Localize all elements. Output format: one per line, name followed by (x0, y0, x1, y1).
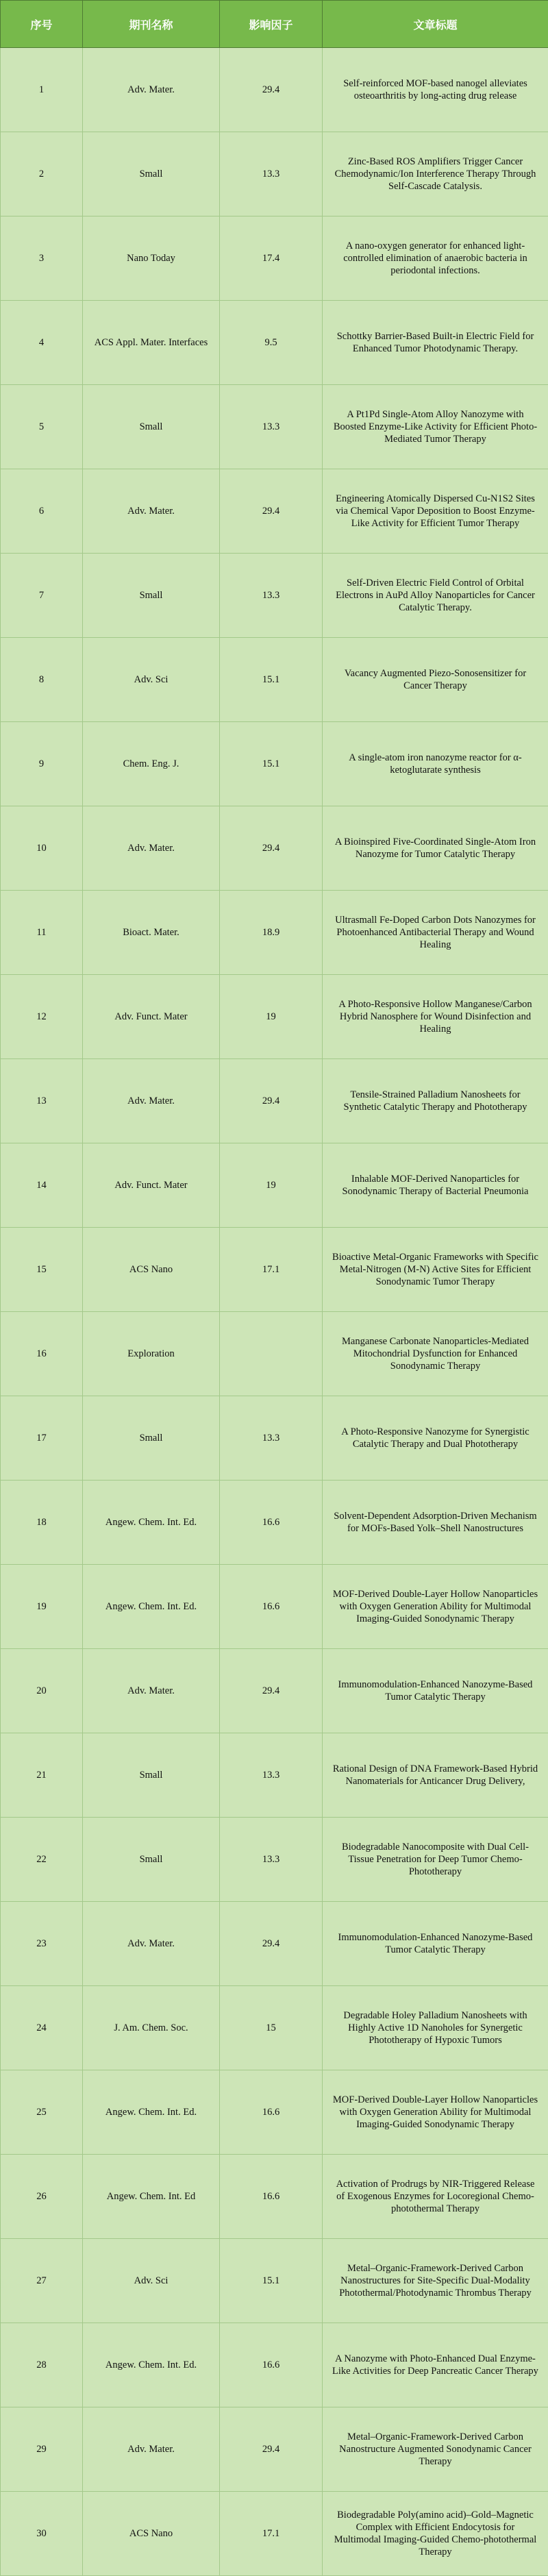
cell-index: 25 (1, 2070, 83, 2155)
cell-journal: Angew. Chem. Int. Ed. (83, 2070, 220, 2155)
table-row (1, 2239, 548, 2323)
cell-journal: Small (83, 554, 220, 638)
cell-impact-factor (220, 1312, 323, 1396)
cell-journal: Adv. Mater. (83, 1902, 220, 1986)
cell-article-title: Solvent-Dependent Adsorption-Driven Mechanism for MOFs-Based Yolk–Shell Nanostructures (323, 1481, 548, 1565)
cell-journal: Angew. Chem. Int. Ed. (83, 1565, 220, 1649)
cell-impact-factor: 29.4 (220, 1059, 323, 1143)
cell-article-title: A Photo-Responsive Hollow Manganese/Carbon Hybrid Nanosphere for Wound Disinfection and Healing (323, 975, 548, 1059)
table-row (1, 48, 548, 132)
cell-article-title: Biodegradable Poly(amino acid)–Gold–Magnetic Complex with Efficient Endocytosis for Multimodal Imaging-Guided Chemo-photothermal Therapy (323, 2492, 548, 2576)
cell-index: 19 (1, 1565, 83, 1649)
cell-index: 18 (1, 1481, 83, 1565)
cell-article-title: Engineering Atomically Dispersed Cu-N1S2 Sites via Chemical Vapor Deposition to Boost Enzyme-Like Activity for Efficient Tumor Therapy (323, 469, 548, 554)
table-row (1, 1312, 548, 1396)
cell-index: 22 (1, 1818, 83, 1902)
cell-journal: Small (83, 1818, 220, 1902)
cell-journal: Small (83, 385, 220, 469)
cell-index: 21 (1, 1733, 83, 1818)
cell-article-title: Bioactive Metal-Organic Frameworks with Specific Metal-Nitrogen (M-N) Active Sites for Efficient Sonodynamic Tumor Therapy (323, 1228, 548, 1312)
cell-impact-factor: 16.6 (220, 1565, 323, 1649)
cell-impact-factor: 13.3 (220, 1396, 323, 1481)
cell-impact-factor: 17.1 (220, 1228, 323, 1312)
cell-impact-factor: 15.1 (220, 722, 323, 806)
cell-journal: Chem. Eng. J. (83, 722, 220, 806)
table-row (1, 806, 548, 891)
cell-index: 10 (1, 806, 83, 891)
cell-impact-factor: 29.4 (220, 48, 323, 132)
cell-article-title: Immunomodulation-Enhanced Nanozyme-Based Tumor Catalytic Therapy (323, 1649, 548, 1733)
cell-impact-factor: 29.4 (220, 806, 323, 891)
cell-impact-factor: 16.6 (220, 2323, 323, 2407)
cell-index: 23 (1, 1902, 83, 1986)
cell-impact-factor: 29.4 (220, 2407, 323, 2492)
cell-article-title: A Photo-Responsive Nanozyme for Synergistic Catalytic Therapy and Dual Phototherapy (323, 1396, 548, 1481)
cell-index: 15 (1, 1228, 83, 1312)
table-row (1, 891, 548, 975)
cell-index: 5 (1, 385, 83, 469)
table-row (1, 1228, 548, 1312)
cell-index: 17 (1, 1396, 83, 1481)
cell-article-title: Self-Driven Electric Field Control of Orbital Electrons in AuPd Alloy Nanoparticles for Cancer Catalytic Therapy. (323, 554, 548, 638)
cell-impact-factor: 29.4 (220, 1902, 323, 1986)
cell-journal: ACS Nano (83, 1228, 220, 1312)
cell-article-title: A nano-oxygen generator for enhanced light-controlled elimination of anaerobic bacteria in periodontal infections. (323, 216, 548, 301)
table-row (1, 975, 548, 1059)
table-header-row (1, 1, 548, 48)
cell-journal: Angew. Chem. Int. Ed. (83, 1481, 220, 1565)
table-row (1, 1059, 548, 1143)
cell-journal: Small (83, 1733, 220, 1818)
table-row (1, 2492, 548, 2576)
cell-index: 1 (1, 48, 83, 132)
cell-article-title: Ultrasmall Fe-Doped Carbon Dots Nanozymes for Photoenhanced Antibacterial Therapy and Wound Healing (323, 891, 548, 975)
cell-article-title: MOF-Derived Double-Layer Hollow Nanoparticles with Oxygen Generation Ability for Multimodal Imaging-Guided Sonodynamic Therapy (323, 1565, 548, 1649)
cell-article-title: Zinc-Based ROS Amplifiers Trigger Cancer Chemodynamic/Ion Interference Therapy Through Self-Cascade Catalysis. (323, 132, 548, 216)
cell-journal: Adv. Mater. (83, 1649, 220, 1733)
cell-journal: Adv. Funct. Mater (83, 975, 220, 1059)
table-row (1, 132, 548, 216)
table-row (1, 722, 548, 806)
cell-journal: Angew. Chem. Int. Ed (83, 2155, 220, 2239)
cell-index: 2 (1, 132, 83, 216)
cell-article-title: Rational Design of DNA Framework-Based Hybrid Nanomaterials for Anticancer Drug Delivery, (323, 1733, 548, 1818)
cell-impact-factor: 13.3 (220, 554, 323, 638)
table-row (1, 1396, 548, 1481)
table-row (1, 638, 548, 722)
table-body (1, 48, 548, 2576)
cell-article-title: Immunomodulation-Enhanced Nanozyme-Based Tumor Catalytic Therapy (323, 1902, 548, 1986)
cell-journal: Angew. Chem. Int. Ed. (83, 2323, 220, 2407)
cell-journal: Small (83, 1396, 220, 1481)
cell-impact-factor: 17.1 (220, 2492, 323, 2576)
cell-index: 11 (1, 891, 83, 975)
cell-index: 6 (1, 469, 83, 554)
cell-article-title: Metal–Organic-Framework-Derived Carbon Nanostructure Augmented Sonodynamic Cancer Therapy (323, 2407, 548, 2492)
cell-impact-factor: 13.3 (220, 1733, 323, 1818)
cell-article-title: Metal–Organic-Framework-Derived Carbon Nanostructures for Site-Specific Dual-Modality Photothermal/Photodynamic Thrombus Therapy (323, 2239, 548, 2323)
cell-journal: Adv. Mater. (83, 1059, 220, 1143)
cell-index: 20 (1, 1649, 83, 1733)
cell-impact-factor: 15 (220, 1986, 323, 2070)
cell-journal: Exploration (83, 1312, 220, 1396)
cell-index: 30 (1, 2492, 83, 2576)
cell-index: 3 (1, 216, 83, 301)
cell-article-title: Degradable Holey Palladium Nanosheets with Highly Active 1D Nanoholes for Synergetic Phototherapy of Hypoxic Tumors (323, 1986, 548, 2070)
cell-index: 4 (1, 301, 83, 385)
table-row (1, 1649, 548, 1733)
cell-journal: Small (83, 132, 220, 216)
cell-impact-factor: 9.5 (220, 301, 323, 385)
table-row (1, 1986, 548, 2070)
cell-index: 27 (1, 2239, 83, 2323)
cell-impact-factor: 18.9 (220, 891, 323, 975)
header-impact-factor: 影响因子 (220, 1, 323, 48)
cell-impact-factor: 19 (220, 975, 323, 1059)
cell-journal: Adv. Funct. Mater (83, 1143, 220, 1228)
header-article-title: 文章标题 (323, 1, 548, 48)
cell-index: 13 (1, 1059, 83, 1143)
cell-article-title: A Bioinspired Five-Coordinated Single-Atom Iron Nanozyme for Tumor Catalytic Therapy (323, 806, 548, 891)
cell-index: 24 (1, 1986, 83, 2070)
cell-index: 8 (1, 638, 83, 722)
table-row (1, 1733, 548, 1818)
cell-journal: ACS Nano (83, 2492, 220, 2576)
cell-impact-factor: 29.4 (220, 1649, 323, 1733)
cell-impact-factor: 13.3 (220, 385, 323, 469)
table-row (1, 1565, 548, 1649)
header-journal: 期刊名称 (83, 1, 220, 48)
cell-impact-factor: 16.6 (220, 2070, 323, 2155)
cell-impact-factor: 13.3 (220, 1818, 323, 1902)
table-row (1, 385, 548, 469)
cell-impact-factor: 16.6 (220, 1481, 323, 1565)
cell-index: 9 (1, 722, 83, 806)
cell-impact-factor: 13.3 (220, 132, 323, 216)
table-row (1, 1902, 548, 1986)
cell-journal: Nano Today (83, 216, 220, 301)
cell-index: 26 (1, 2155, 83, 2239)
cell-article-title: A Nanozyme with Photo-Enhanced Dual Enzyme-Like Activities for Deep Pancreatic Cancer Therapy (323, 2323, 548, 2407)
table-row (1, 301, 548, 385)
table-row (1, 2323, 548, 2407)
cell-journal: Adv. Mater. (83, 469, 220, 554)
cell-article-title: A single-atom iron nanozyme reactor for α-ketoglutarate synthesis (323, 722, 548, 806)
cell-impact-factor: 19 (220, 1143, 323, 1228)
cell-article-title: Self-reinforced MOF-based nanogel alleviates osteoarthritis by long-acting drug release (323, 48, 548, 132)
cell-journal: Adv. Sci (83, 2239, 220, 2323)
table-row (1, 2070, 548, 2155)
cell-index: 28 (1, 2323, 83, 2407)
table-row (1, 2155, 548, 2239)
cell-impact-factor: 16.6 (220, 2155, 323, 2239)
cell-article-title: Biodegradable Nanocomposite with Dual Cell-Tissue Penetration for Deep Tumor Chemo-Phototherapy (323, 1818, 548, 1902)
table-row (1, 216, 548, 301)
cell-index: 14 (1, 1143, 83, 1228)
table-row (1, 2407, 548, 2492)
cell-article-title: A Pt1Pd Single-Atom Alloy Nanozyme with Boosted Enzyme-Like Activity for Efficient Photo-Mediated Tumor Therapy (323, 385, 548, 469)
table-row (1, 554, 548, 638)
cell-journal: Bioact. Mater. (83, 891, 220, 975)
cell-impact-factor: 15.1 (220, 2239, 323, 2323)
table-row (1, 469, 548, 554)
cell-journal: Adv. Mater. (83, 48, 220, 132)
cell-index: 7 (1, 554, 83, 638)
cell-journal: Adv. Mater. (83, 806, 220, 891)
cell-article-title: Tensile-Strained Palladium Nanosheets for Synthetic Catalytic Therapy and Phototherapy (323, 1059, 548, 1143)
cell-journal: Adv. Sci (83, 638, 220, 722)
table-row (1, 1143, 548, 1228)
header-index: 序号 (1, 1, 83, 48)
cell-article-title: Schottky Barrier-Based Built-in Electric Field for Enhanced Tumor Photodynamic Therapy. (323, 301, 548, 385)
cell-journal: Adv. Mater. (83, 2407, 220, 2492)
cell-impact-factor: 15.1 (220, 638, 323, 722)
table-row (1, 1481, 548, 1565)
cell-index: 12 (1, 975, 83, 1059)
cell-article-title: Vacancy Augmented Piezo-Sonosensitizer for Cancer Therapy (323, 638, 548, 722)
cell-journal: ACS Appl. Mater. Interfaces (83, 301, 220, 385)
cell-impact-factor: 17.4 (220, 216, 323, 301)
cell-article-title: Manganese Carbonate Nanoparticles-Mediated Mitochondrial Dysfunction for Enhanced Sonodynamic Therapy (323, 1312, 548, 1396)
table-row (1, 1818, 548, 1902)
cell-article-title: Activation of Prodrugs by NIR-Triggered Release of Exogenous Enzymes for Locoregional Chemo-photothermal Therapy (323, 2155, 548, 2239)
cell-journal: J. Am. Chem. Soc. (83, 1986, 220, 2070)
cell-index: 29 (1, 2407, 83, 2492)
cell-index: 16 (1, 1312, 83, 1396)
cell-impact-factor: 29.4 (220, 469, 323, 554)
cell-article-title: MOF-Derived Double-Layer Hollow Nanoparticles with Oxygen Generation Ability for Multimodal Imaging-Guided Sonodynamic Therapy (323, 2070, 548, 2155)
cell-article-title: Inhalable MOF-Derived Nanoparticles for Sonodynamic Therapy of Bacterial Pneumonia (323, 1143, 548, 1228)
